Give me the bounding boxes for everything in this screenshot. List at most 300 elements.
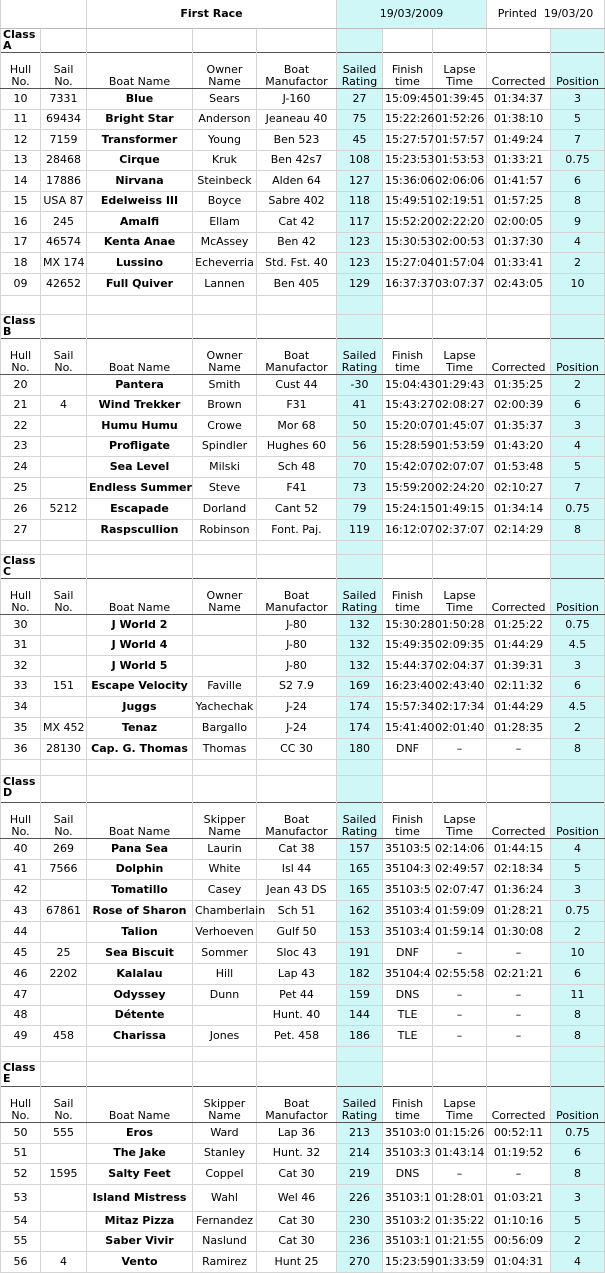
finish-time: 15:30:53 bbox=[383, 232, 433, 252]
boat-manufactor: Gulf 50 bbox=[257, 921, 337, 942]
boat-manufactor: Cant 52 bbox=[257, 498, 337, 519]
owner-name: Lannen bbox=[193, 273, 257, 295]
finish-time: 15:52:20 bbox=[383, 211, 433, 232]
position: 6 bbox=[551, 676, 605, 696]
boat-manufactor: Std. Fst. 40 bbox=[257, 252, 337, 273]
lapse-time: 02:07:47 bbox=[433, 879, 487, 900]
hull-no-header: Hull No. bbox=[1, 338, 41, 374]
finish-time: 15:04:43 bbox=[383, 374, 433, 395]
sail-no: 4 bbox=[41, 1251, 87, 1272]
corrected-time: 01:39:31 bbox=[487, 655, 551, 676]
hull-no: 54 bbox=[1, 1211, 41, 1231]
skipper-name: Ramirez bbox=[193, 1251, 257, 1272]
sailed-rating: 123 bbox=[337, 252, 383, 273]
owner-name: Steinbeck bbox=[193, 170, 257, 191]
table-row bbox=[1, 1143, 605, 1163]
skipper-name: Stanley bbox=[193, 1143, 257, 1163]
corrected-time: – bbox=[487, 1025, 551, 1046]
sail-no: 46574 bbox=[41, 232, 87, 252]
finish-time: 15:43:27 bbox=[383, 395, 433, 415]
position-header: Position bbox=[551, 578, 605, 614]
corrected-time: 01:49:24 bbox=[487, 129, 551, 150]
position: 8 bbox=[551, 519, 605, 540]
lapse-time: 01:57:04 bbox=[433, 252, 487, 273]
hull-no: 35 bbox=[1, 717, 41, 738]
boat-manufactor: CC 30 bbox=[257, 738, 337, 759]
boat-name: Pantera bbox=[87, 374, 193, 395]
hull-no-header: Hull No. bbox=[1, 52, 41, 88]
hull-no: 40 bbox=[1, 838, 41, 859]
table-row bbox=[1, 942, 605, 963]
sail-no bbox=[41, 984, 87, 1005]
finish-time: 35103:4 bbox=[383, 921, 433, 942]
hull-no: 36 bbox=[1, 738, 41, 759]
position: 7 bbox=[551, 477, 605, 498]
hull-no: 18 bbox=[1, 252, 41, 273]
table-row bbox=[1, 374, 605, 395]
header-row bbox=[1, 578, 605, 614]
owner-name: McAssey bbox=[193, 232, 257, 252]
position: 4.5 bbox=[551, 696, 605, 717]
finish-time: 35103:4 bbox=[383, 900, 433, 921]
hull-no-header: Hull No. bbox=[1, 1086, 41, 1122]
table-row bbox=[1, 1005, 605, 1025]
lapse-time: 02:04:37 bbox=[433, 655, 487, 676]
lapse-time: 02:55:58 bbox=[433, 963, 487, 984]
sailed-rating: 214 bbox=[337, 1143, 383, 1163]
boat-name: Blue bbox=[87, 88, 193, 109]
owner-name: Yachechak bbox=[193, 696, 257, 717]
owner-name: Young bbox=[193, 129, 257, 150]
hull-no: 21 bbox=[1, 395, 41, 415]
lapse-time: – bbox=[433, 1163, 487, 1184]
lapse-time: 01:45:07 bbox=[433, 415, 487, 436]
sailed-rating: 159 bbox=[337, 984, 383, 1005]
owner-name: Echeverria bbox=[193, 252, 257, 273]
corrected-time: 02:00:05 bbox=[487, 211, 551, 232]
class-label: Class D bbox=[1, 775, 41, 802]
boat-manufactor: Ben 405 bbox=[257, 273, 337, 295]
table-row bbox=[1, 655, 605, 676]
finish-time: 15:41:40 bbox=[383, 717, 433, 738]
sail-no: 7159 bbox=[41, 129, 87, 150]
sail-no: 4 bbox=[41, 395, 87, 415]
skipper-name: Verhoeven bbox=[193, 921, 257, 942]
finish-time: DNS bbox=[383, 1163, 433, 1184]
boat-name: Kenta Anae bbox=[87, 232, 193, 252]
class-label: Class C bbox=[1, 554, 41, 578]
sailed-rating: 119 bbox=[337, 519, 383, 540]
table-row bbox=[1, 191, 605, 211]
sailed-rating: 41 bbox=[337, 395, 383, 415]
position: 6 bbox=[551, 170, 605, 191]
lapse-time: 01:59:09 bbox=[433, 900, 487, 921]
boat-manufactor: Hunt 25 bbox=[257, 1251, 337, 1272]
skipper-name-header: Skipper Name bbox=[193, 1086, 257, 1122]
boat-manufactor: Pet. 458 bbox=[257, 1025, 337, 1046]
finish-time-header: Finish time bbox=[383, 52, 433, 88]
corrected-time: 01:19:52 bbox=[487, 1143, 551, 1163]
hull-no: 31 bbox=[1, 635, 41, 655]
position: 4 bbox=[551, 1251, 605, 1272]
owner-name: Brown bbox=[193, 395, 257, 415]
lapse-time-header: Lapse Time bbox=[433, 1086, 487, 1122]
finish-time: 15:09:45 bbox=[383, 88, 433, 109]
hull-no: 49 bbox=[1, 1025, 41, 1046]
boat-manufactor: Mor 68 bbox=[257, 415, 337, 436]
sailed-rating: 162 bbox=[337, 900, 383, 921]
hull-no: 12 bbox=[1, 129, 41, 150]
sailed-rating: 27 bbox=[337, 88, 383, 109]
boat-manufactor: Sabre 402 bbox=[257, 191, 337, 211]
owner-name: Robinson bbox=[193, 519, 257, 540]
sail-no bbox=[41, 1231, 87, 1251]
skipper-name: Hill bbox=[193, 963, 257, 984]
skipper-name: Ward bbox=[193, 1122, 257, 1143]
corrected-time: 01:44:15 bbox=[487, 838, 551, 859]
spacer-row bbox=[1, 295, 605, 314]
corrected-time: 02:10:27 bbox=[487, 477, 551, 498]
sailed-rating-header: Sailed Rating bbox=[337, 802, 383, 838]
sail-no bbox=[41, 696, 87, 717]
lapse-time: 02:17:34 bbox=[433, 696, 487, 717]
hull-no: 14 bbox=[1, 170, 41, 191]
boat-manufactor: Sch 48 bbox=[257, 456, 337, 477]
finish-time: 35103:0 bbox=[383, 1122, 433, 1143]
finish-time: 15:49:51 bbox=[383, 191, 433, 211]
finish-time: DNF bbox=[383, 942, 433, 963]
lapse-time: 02:08:27 bbox=[433, 395, 487, 415]
lapse-time: 01:57:57 bbox=[433, 129, 487, 150]
sailed-rating: 186 bbox=[337, 1025, 383, 1046]
corrected-header: Corrected bbox=[487, 802, 551, 838]
position-header: Position bbox=[551, 802, 605, 838]
position-header: Position bbox=[551, 338, 605, 374]
boat-manufactor: F31 bbox=[257, 395, 337, 415]
sail-no-header: Sail No. bbox=[41, 52, 87, 88]
lapse-time: 02:01:40 bbox=[433, 717, 487, 738]
boat-name: Bright Star bbox=[87, 109, 193, 129]
finish-time: 15:59:20 bbox=[383, 477, 433, 498]
corrected-time: 02:00:39 bbox=[487, 395, 551, 415]
position: 6 bbox=[551, 963, 605, 984]
boat-manufactor: Lap 36 bbox=[257, 1122, 337, 1143]
boat-manufactor: S2 7.9 bbox=[257, 676, 337, 696]
sail-no: USA 87 bbox=[41, 191, 87, 211]
finish-time: 35104:3 bbox=[383, 859, 433, 879]
printed-date: 19/03/20 bbox=[543, 6, 594, 20]
finish-time-header: Finish time bbox=[383, 578, 433, 614]
owner-name-header: Owner Name bbox=[193, 578, 257, 614]
class-label: Class E bbox=[1, 1061, 41, 1086]
hull-no: 45 bbox=[1, 942, 41, 963]
position: 0.75 bbox=[551, 900, 605, 921]
boat-name: Tomatillo bbox=[87, 879, 193, 900]
sail-no bbox=[41, 635, 87, 655]
boat-name: Wind Trekker bbox=[87, 395, 193, 415]
boat-name: Full Quiver bbox=[87, 273, 193, 295]
lapse-time: – bbox=[433, 942, 487, 963]
position: 8 bbox=[551, 191, 605, 211]
header-row bbox=[1, 1086, 605, 1122]
sailed-rating: 73 bbox=[337, 477, 383, 498]
table-row bbox=[1, 519, 605, 540]
boat-manufactor: Cust 44 bbox=[257, 374, 337, 395]
boat-name: Endless Summer bbox=[87, 477, 193, 498]
hull-no: 30 bbox=[1, 614, 41, 635]
finish-time: 15:27:04 bbox=[383, 252, 433, 273]
lapse-time: 01:21:55 bbox=[433, 1231, 487, 1251]
position: 10 bbox=[551, 273, 605, 295]
sail-no: 67861 bbox=[41, 900, 87, 921]
skipper-name bbox=[193, 1005, 257, 1025]
sail-no bbox=[41, 415, 87, 436]
table-row bbox=[1, 900, 605, 921]
position: 5 bbox=[551, 456, 605, 477]
sailed-rating: 117 bbox=[337, 211, 383, 232]
table-row bbox=[1, 88, 605, 109]
sail-no bbox=[41, 374, 87, 395]
corrected-time: 02:14:29 bbox=[487, 519, 551, 540]
finish-time: 15:42:07 bbox=[383, 456, 433, 477]
table-row bbox=[1, 963, 605, 984]
owner-name-header: Owner Name bbox=[193, 338, 257, 374]
corrected-time: 00:52:11 bbox=[487, 1122, 551, 1143]
boat-manufactor: Cat 42 bbox=[257, 211, 337, 232]
skipper-name: Jones bbox=[193, 1025, 257, 1046]
lapse-time: 02:09:35 bbox=[433, 635, 487, 655]
class-label-row bbox=[1, 314, 605, 338]
sailed-rating: 219 bbox=[337, 1163, 383, 1184]
sail-no bbox=[41, 1184, 87, 1211]
table-row bbox=[1, 717, 605, 738]
corrected-time: 01:44:29 bbox=[487, 635, 551, 655]
hull-no: 09 bbox=[1, 273, 41, 295]
finish-time: 15:20:07 bbox=[383, 415, 433, 436]
skipper-name-header: Skipper Name bbox=[193, 802, 257, 838]
boat-name-header: Boat Name bbox=[87, 338, 193, 374]
sailed-rating: 191 bbox=[337, 942, 383, 963]
lapse-time: 02:43:40 bbox=[433, 676, 487, 696]
sailed-rating: 132 bbox=[337, 655, 383, 676]
sailed-rating-header: Sailed Rating bbox=[337, 578, 383, 614]
corrected-time: 02:18:34 bbox=[487, 859, 551, 879]
lapse-time: 01:33:59 bbox=[433, 1251, 487, 1272]
position: 3 bbox=[551, 88, 605, 109]
table-row bbox=[1, 395, 605, 415]
skipper-name: Wahl bbox=[193, 1184, 257, 1211]
boat-name: Profligate bbox=[87, 436, 193, 456]
corrected-header: Corrected bbox=[487, 578, 551, 614]
corrected-time: 00:56:09 bbox=[487, 1231, 551, 1251]
position-header: Position bbox=[551, 52, 605, 88]
sailed-rating: 75 bbox=[337, 109, 383, 129]
position-header: Position bbox=[551, 1086, 605, 1122]
table-row bbox=[1, 456, 605, 477]
sailed-rating: 45 bbox=[337, 129, 383, 150]
position: 8 bbox=[551, 738, 605, 759]
boat-manufactor: Isl 44 bbox=[257, 859, 337, 879]
boat-manufactor: Alden 64 bbox=[257, 170, 337, 191]
hull-no: 22 bbox=[1, 415, 41, 436]
table-row bbox=[1, 1122, 605, 1143]
sailed-rating: -30 bbox=[337, 374, 383, 395]
boat-manufactor: Sch 51 bbox=[257, 900, 337, 921]
position: 3 bbox=[551, 415, 605, 436]
spacer-row bbox=[1, 540, 605, 554]
finish-time-header: Finish time bbox=[383, 338, 433, 374]
table-row bbox=[1, 1231, 605, 1251]
sail-no: 1595 bbox=[41, 1163, 87, 1184]
boat-manufactor-header: Boat Manufactor bbox=[257, 338, 337, 374]
boat-manufactor: Jeaneau 40 bbox=[257, 109, 337, 129]
lapse-time: 01:53:53 bbox=[433, 150, 487, 170]
sailed-rating: 70 bbox=[337, 456, 383, 477]
sail-no-header: Sail No. bbox=[41, 578, 87, 614]
skipper-name: Laurin bbox=[193, 838, 257, 859]
position: 2 bbox=[551, 1231, 605, 1251]
lapse-time: 01:43:14 bbox=[433, 1143, 487, 1163]
boat-name: Amalfi bbox=[87, 211, 193, 232]
boat-name-header: Boat Name bbox=[87, 802, 193, 838]
corrected-time: 01:44:29 bbox=[487, 696, 551, 717]
sail-no: 69434 bbox=[41, 109, 87, 129]
boat-name: Salty Feet bbox=[87, 1163, 193, 1184]
corrected-time: 01:53:48 bbox=[487, 456, 551, 477]
owner-name bbox=[193, 635, 257, 655]
class-label-row bbox=[1, 775, 605, 802]
hull-no: 51 bbox=[1, 1143, 41, 1163]
finish-time: 35103:3 bbox=[383, 1143, 433, 1163]
spacer-row bbox=[1, 759, 605, 775]
table-row bbox=[1, 984, 605, 1005]
lapse-time: 01:53:59 bbox=[433, 436, 487, 456]
boat-name: Raspscullion bbox=[87, 519, 193, 540]
lapse-time: 03:07:37 bbox=[433, 273, 487, 295]
boat-manufactor: F41 bbox=[257, 477, 337, 498]
position: 11 bbox=[551, 984, 605, 1005]
boat-name: Dolphin bbox=[87, 859, 193, 879]
lapse-time: 02:06:06 bbox=[433, 170, 487, 191]
table-row bbox=[1, 1163, 605, 1184]
hull-no: 42 bbox=[1, 879, 41, 900]
lapse-time-header: Lapse Time bbox=[433, 578, 487, 614]
sailed-rating: 50 bbox=[337, 415, 383, 436]
lapse-time: 01:39:45 bbox=[433, 88, 487, 109]
finish-time: 15:23:53 bbox=[383, 150, 433, 170]
boat-name: Transformer bbox=[87, 129, 193, 150]
hull-no: 26 bbox=[1, 498, 41, 519]
boat-name: Sea Biscuit bbox=[87, 942, 193, 963]
owner-name: Steve bbox=[193, 477, 257, 498]
boat-name: Cap. G. Thomas bbox=[87, 738, 193, 759]
sail-no bbox=[41, 519, 87, 540]
owner-name: Faville bbox=[193, 676, 257, 696]
hull-no: 17 bbox=[1, 232, 41, 252]
corrected-time: 01:33:41 bbox=[487, 252, 551, 273]
finish-time: 15:44:37 bbox=[383, 655, 433, 676]
finish-time: 35103:5 bbox=[383, 879, 433, 900]
table-row bbox=[1, 415, 605, 436]
owner-name bbox=[193, 614, 257, 635]
position: 9 bbox=[551, 211, 605, 232]
boat-name: Nirvana bbox=[87, 170, 193, 191]
boat-manufactor: Hunt. 40 bbox=[257, 1005, 337, 1025]
table-row bbox=[1, 150, 605, 170]
finish-time: 15:24:15 bbox=[383, 498, 433, 519]
boat-manufactor: Cat 30 bbox=[257, 1163, 337, 1184]
boat-manufactor-header: Boat Manufactor bbox=[257, 802, 337, 838]
corrected-time: 01:33:21 bbox=[487, 150, 551, 170]
position: 2 bbox=[551, 717, 605, 738]
position: 4 bbox=[551, 436, 605, 456]
skipper-name: Chamberlain bbox=[193, 900, 257, 921]
boat-manufactor: Cat 30 bbox=[257, 1211, 337, 1231]
lapse-time: 01:59:14 bbox=[433, 921, 487, 942]
sail-no bbox=[41, 456, 87, 477]
position: 0.75 bbox=[551, 614, 605, 635]
sailed-rating: 236 bbox=[337, 1231, 383, 1251]
table-row bbox=[1, 436, 605, 456]
sailed-rating: 108 bbox=[337, 150, 383, 170]
printed-info bbox=[487, 0, 605, 28]
header-row bbox=[1, 338, 605, 374]
finish-time: 15:49:35 bbox=[383, 635, 433, 655]
boat-name: Mitaz Pizza bbox=[87, 1211, 193, 1231]
corrected-time: 01:37:30 bbox=[487, 232, 551, 252]
sailed-rating: 79 bbox=[337, 498, 383, 519]
hull-no: 53 bbox=[1, 1184, 41, 1211]
boat-name: J World 2 bbox=[87, 614, 193, 635]
sailed-rating: 169 bbox=[337, 676, 383, 696]
sailed-rating: 153 bbox=[337, 921, 383, 942]
position: 6 bbox=[551, 1143, 605, 1163]
sail-no-header: Sail No. bbox=[41, 1086, 87, 1122]
class-label: Class A bbox=[1, 28, 41, 52]
table-row bbox=[1, 614, 605, 635]
class-label-row bbox=[1, 554, 605, 578]
lapse-time: 02:14:06 bbox=[433, 838, 487, 859]
corrected-time: – bbox=[487, 984, 551, 1005]
sailed-rating-header: Sailed Rating bbox=[337, 338, 383, 374]
lapse-time-header: Lapse Time bbox=[433, 52, 487, 88]
lapse-time: 01:28:01 bbox=[433, 1184, 487, 1211]
sail-no: 555 bbox=[41, 1122, 87, 1143]
table-row bbox=[1, 109, 605, 129]
sail-no: 2202 bbox=[41, 963, 87, 984]
boat-name: Sea Level bbox=[87, 456, 193, 477]
sail-no: MX 174 bbox=[41, 252, 87, 273]
sailed-rating: 118 bbox=[337, 191, 383, 211]
finish-time: 15:36:06 bbox=[383, 170, 433, 191]
owner-name-header: Owner Name bbox=[193, 52, 257, 88]
boat-name: Eros bbox=[87, 1122, 193, 1143]
owner-name: Bargallo bbox=[193, 717, 257, 738]
corrected-header: Corrected bbox=[487, 338, 551, 374]
boat-name: Vento bbox=[87, 1251, 193, 1272]
lapse-time: – bbox=[433, 738, 487, 759]
position: 8 bbox=[551, 1163, 605, 1184]
position: 5 bbox=[551, 859, 605, 879]
sailed-rating: 174 bbox=[337, 717, 383, 738]
lapse-time: 01:49:15 bbox=[433, 498, 487, 519]
sail-no: 5212 bbox=[41, 498, 87, 519]
hull-no: 23 bbox=[1, 436, 41, 456]
table-row bbox=[1, 211, 605, 232]
position: 0.75 bbox=[551, 498, 605, 519]
corrected-time: 01:10:16 bbox=[487, 1211, 551, 1231]
sail-no: 17886 bbox=[41, 170, 87, 191]
